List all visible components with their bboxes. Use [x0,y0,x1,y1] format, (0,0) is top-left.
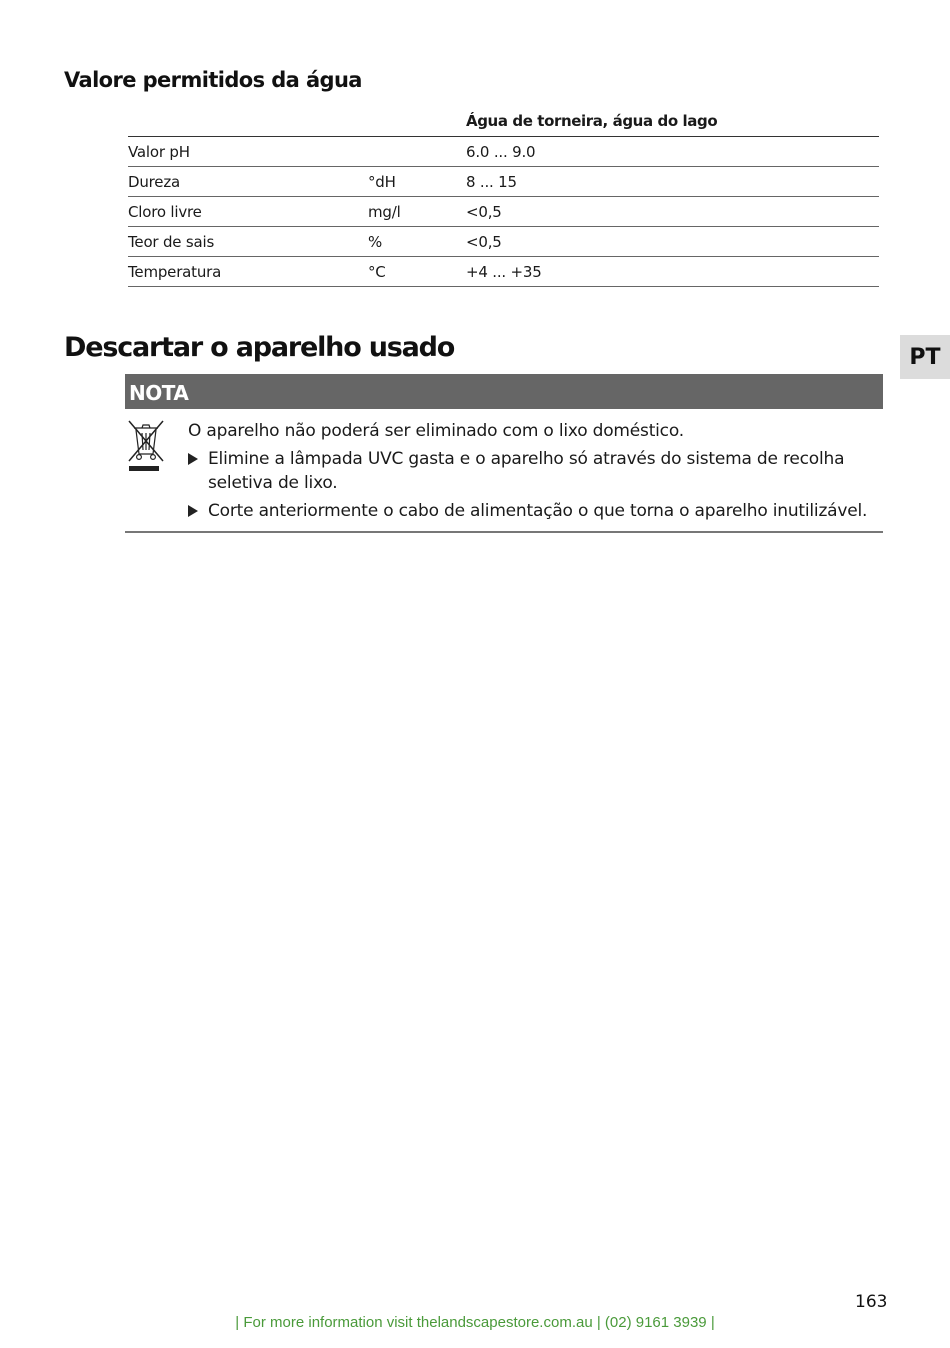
water-values-table [128,106,879,287]
table-row [128,137,879,167]
note-body [125,409,883,533]
row-value: <0,5 [466,197,879,227]
footer-text: | For more information visit thelandscapestore.com.au | (02) 9161 3939 | [235,1314,715,1331]
row-unit: °dH [368,167,466,197]
list-item [188,499,878,523]
row-value: 8 ... 15 [466,167,879,197]
page-number: 163 [855,1292,888,1312]
table-header-row [128,106,879,137]
header-empty-cell [128,106,368,137]
row-unit: % [368,227,466,257]
row-unit [368,137,466,167]
row-value: +4 ... +35 [466,257,879,287]
row-label: Temperatura [128,257,368,287]
row-label: Valor pH [128,137,368,167]
row-value: 6.0 ... 9.0 [466,137,879,167]
row-label: Dureza [128,167,368,197]
row-unit: mg/l [368,197,466,227]
crossed-out-wheelie-bin-icon [125,417,167,471]
row-unit: °C [368,257,466,287]
triangle-bullet-icon [188,499,208,523]
header-empty-cell [368,106,466,137]
row-label: Teor de sais [128,227,368,257]
note-intro: O aparelho não poderá ser eliminado com o lixo doméstico. [188,421,684,441]
table-row [128,167,879,197]
disposal-title: Descartar o aparelho usado [64,332,455,363]
language-tab: PT [900,335,950,379]
table-row [128,257,879,287]
table-column-header: Água de torneira, água do lago [466,106,879,137]
note-text [188,419,878,527]
note-header: NOTA [125,374,883,409]
bullet-text: Corte anteriormente o cabo de alimentação o que torna o aparelho inutilizável. [208,501,868,521]
table-row [128,197,879,227]
table-row [128,227,879,257]
section-title: Valore permitidos da água [64,68,362,92]
triangle-bullet-icon [188,447,208,495]
list-item [188,447,878,495]
bullet-text: Elimine a lâmpada UVC gasta e o aparelho só através do sistema de recolha seletiva de lixo. [208,449,845,493]
row-label: Cloro livre [128,197,368,227]
row-value: <0,5 [466,227,879,257]
